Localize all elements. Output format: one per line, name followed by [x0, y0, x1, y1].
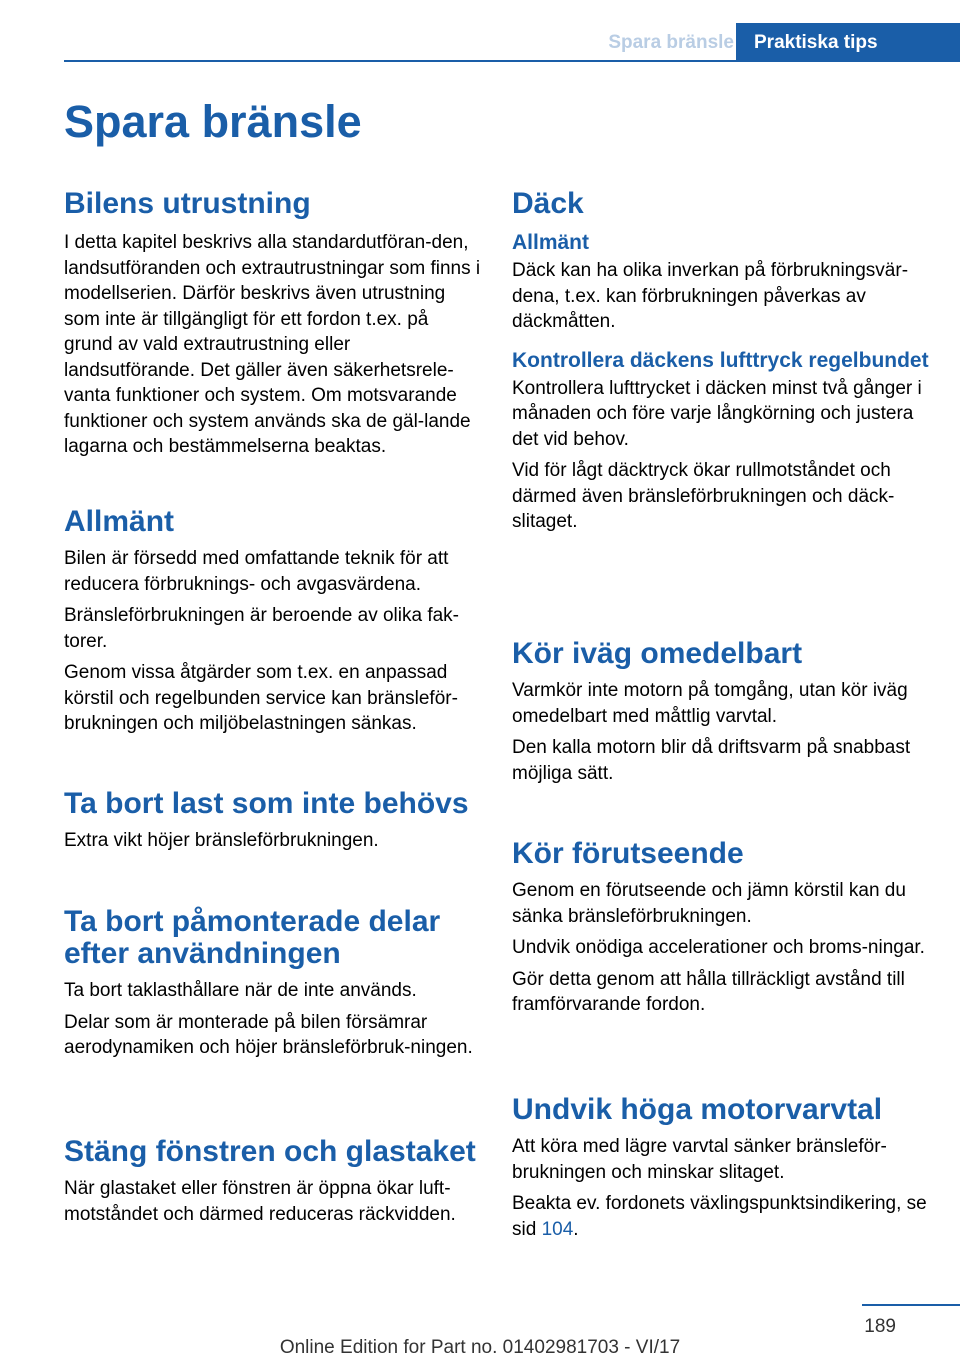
- paragraph: Genom vissa åtgärder som t.ex. en anpassad körstil och regelbunden service kan bränsleför-brukningen och miljöbelastningen sänkas.: [64, 662, 458, 734]
- section-heading: Kör förutseende: [512, 837, 744, 870]
- paragraph: Undvik onödiga accelerationer och broms-ningar.: [512, 937, 925, 958]
- section-ta-bort-last: [64, 788, 482, 854]
- section-heading: Stäng fönstren och glastaket: [64, 1135, 476, 1168]
- header-chapter-tab[interactable]: Praktiska tips: [736, 23, 960, 62]
- paragraph-text: .: [573, 1218, 579, 1240]
- page-number: 189: [864, 1316, 896, 1337]
- paragraph: Vid för lågt däcktryck ökar rullmotståndet och därmed även bränsleförbrukningen och däck-slitaget.: [512, 460, 895, 532]
- page-title: Spara bränsle: [64, 96, 362, 147]
- paragraph: Kontrollera lufttrycket i däcken minst två gånger i månaden och före varje långkörning och justera det vid behov.: [512, 377, 922, 450]
- section-heading: Ta bort last som inte behövs: [64, 787, 469, 820]
- section-kor-ivag: [512, 638, 932, 786]
- section-heading: Allmänt: [64, 505, 175, 538]
- page-reference-link[interactable]: 104: [541, 1218, 574, 1240]
- paragraph: I detta kapitel beskrivs alla standardutföran-den, landsutföranden och extrautrustningar som finns i modellserien. Därför beskrivs även utrustning som inte är tillgängligt för ett fordon t.ex. på grund av vald extrautrustning eller landsutförande. Det gäller även säkerhetsrele-vanta funktioner och system. Om motsvarande funktioner och system används ska de gäl-lande lagarna och bestämmelserna beaktas.: [64, 232, 481, 457]
- paragraph: Bilen är försedd med omfattande teknik för att reducera förbruknings- och avgasvärdena.: [64, 548, 449, 595]
- section-undvik-hoga-varvtal: [512, 1094, 932, 1242]
- section-kor-forutseende: [512, 838, 932, 1018]
- section-heading: Bilens utrustning: [64, 187, 311, 220]
- paragraph: Att köra med lägre varvtal sänker bränsleför-brukningen och minskar slitaget.: [512, 1136, 887, 1183]
- footer-rule: [862, 1304, 960, 1306]
- section-heading: Ta bort påmonterade delar efter användningen: [64, 905, 441, 970]
- section-dack: [512, 188, 932, 535]
- paragraph: Gör detta genom att hålla tillräckligt avstånd till framförvarande fordon.: [512, 968, 905, 1015]
- header-section-tab[interactable]: Spara bränsle: [608, 32, 734, 53]
- header-rule: [64, 60, 736, 62]
- section-heading: Undvik höga motorvarvtal: [512, 1093, 883, 1126]
- subsection-heading: Allmänt: [512, 231, 590, 254]
- section-bilens-utrustning: [64, 188, 482, 460]
- paragraph: Varmkör inte motorn på tomgång, utan kör iväg omedelbart med måttlig varvtal.: [512, 680, 908, 727]
- paragraph: Delar som är monterade på bilen försämrar aerodynamiken och höjer bränsleförbruk-ningen.: [64, 1011, 473, 1058]
- paragraph: Den kalla motorn blir då driftsvarm på snabbast möjliga sätt.: [512, 737, 911, 784]
- paragraph: Däck kan ha olika inverkan på förbrukningsvär-dena, t.ex. kan förbrukningen påverkas av däckmåtten.: [512, 260, 909, 332]
- section-allmant: [64, 506, 482, 737]
- paragraph: Extra vikt höjer bränsleförbrukningen.: [64, 830, 379, 851]
- paragraph: Ta bort taklasthållare när de inte används.: [64, 980, 417, 1001]
- section-ta-bort-pamonterade: [64, 906, 482, 1061]
- section-heading: Däck: [512, 187, 584, 220]
- section-heading: Kör iväg omedelbart: [512, 637, 803, 670]
- subsection-heading: Kontrollera däckens lufttryck regelbundet: [512, 348, 929, 372]
- paragraph: Genom en förutseende och jämn körstil kan du sänka bränsleförbrukningen.: [512, 880, 906, 927]
- paragraph: När glastaket eller fönstren är öppna ökar luft-motståndet och därmed reduceras räckvidden.: [64, 1178, 456, 1225]
- paragraph: Bränsleförbrukningen är beroende av olika fak-torer.: [64, 605, 460, 652]
- section-stang-fonstren: [64, 1136, 482, 1227]
- paragraph-text: Beakta ev. fordonets växlingspunktsindikering, se sid: [512, 1193, 927, 1240]
- edition-note: Online Edition for Part no. 01402981703 - VI/17: [279, 1337, 681, 1358]
- paragraph: [512, 1191, 932, 1242]
